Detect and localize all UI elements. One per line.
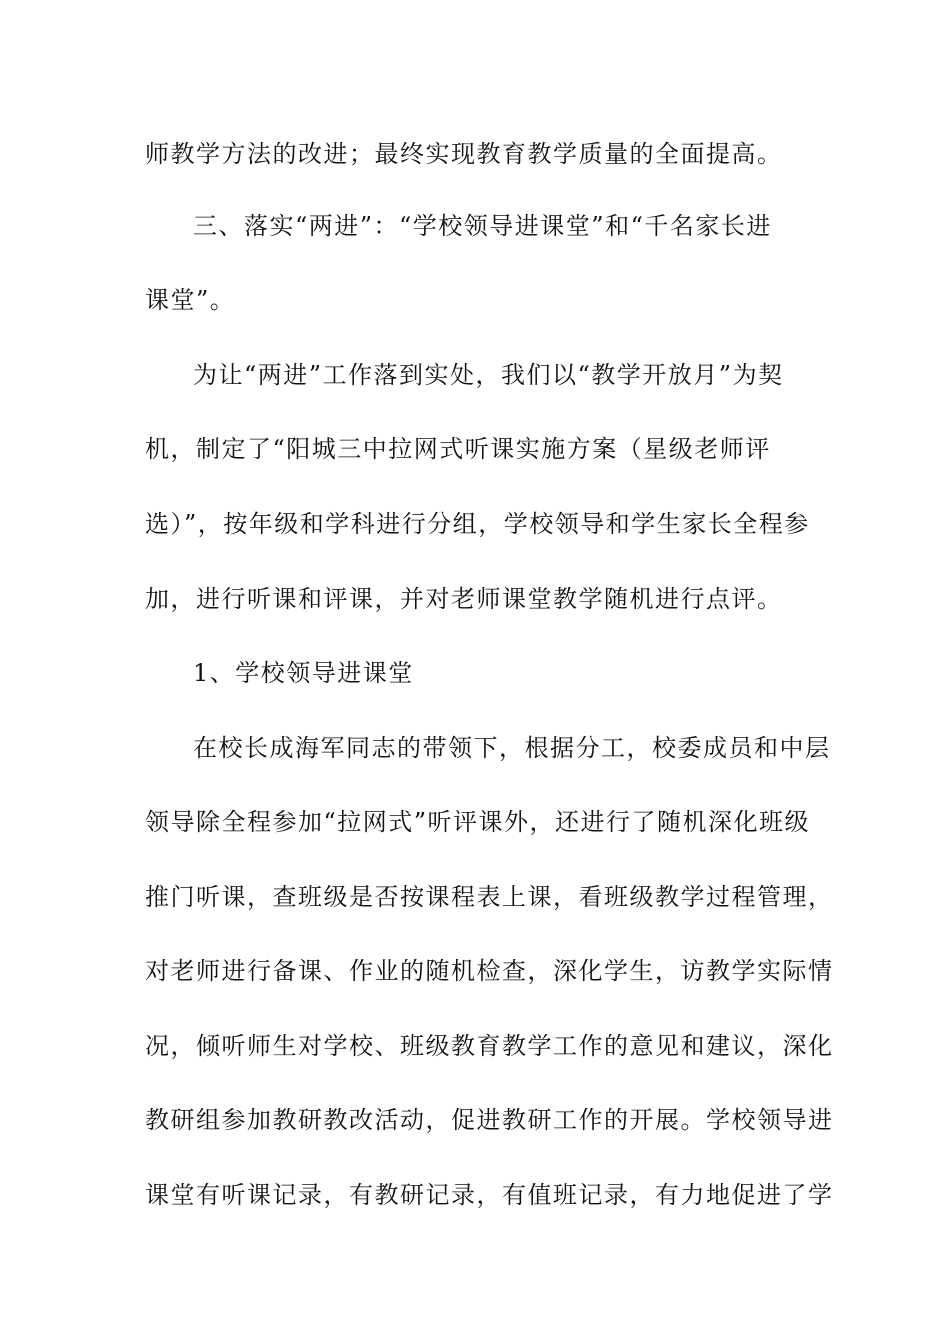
text-line: 教研组参加教研教改活动，促进教研工作的开展。学校领导进 bbox=[145, 1106, 834, 1134]
text-line: 课堂”。 bbox=[145, 286, 236, 314]
text-line: 师教学方法的改进；最终实现教育教学质量的全面提高。 bbox=[145, 140, 783, 168]
text-line: 况，倾听师生对学校、班级教育教学工作的意见和建议，深化 bbox=[145, 1032, 834, 1060]
text-line: 课堂有听课记录，有教研记录，有值班记录，有力地促进了学 bbox=[145, 1181, 834, 1209]
subsection-heading: 1、学校领导进课堂 bbox=[193, 659, 414, 687]
text-line: 加，进行听课和评课，并对老师课堂教学随机进行点评。 bbox=[145, 585, 783, 613]
text-line: 机，制定了“阳城三中拉网式听课实施方案（星级老师评 bbox=[145, 435, 771, 463]
text-line: 选）”，按年级和学科进行分组，学校领导和学生家长全程参 bbox=[145, 510, 810, 538]
paragraph-start: 为让“两进”工作落到实处，我们以“教学开放月”为契 bbox=[193, 361, 784, 389]
text-line: 对老师进行备课、作业的随机检查，深化学生，访教学实际情 bbox=[145, 957, 834, 985]
section-heading: 三、落实“两进”：“学校领导进课堂”和“千名家长进 bbox=[193, 212, 772, 240]
text-line: 领导除全程参加“拉网式”听评课外，还进行了随机深化班级 bbox=[145, 808, 811, 836]
paragraph-start: 在校长成海军同志的带领下，根据分工，校委成员和中层 bbox=[193, 734, 831, 762]
text-line: 推门听课，查班级是否按课程表上课，看班级教学过程管理， bbox=[145, 883, 834, 911]
